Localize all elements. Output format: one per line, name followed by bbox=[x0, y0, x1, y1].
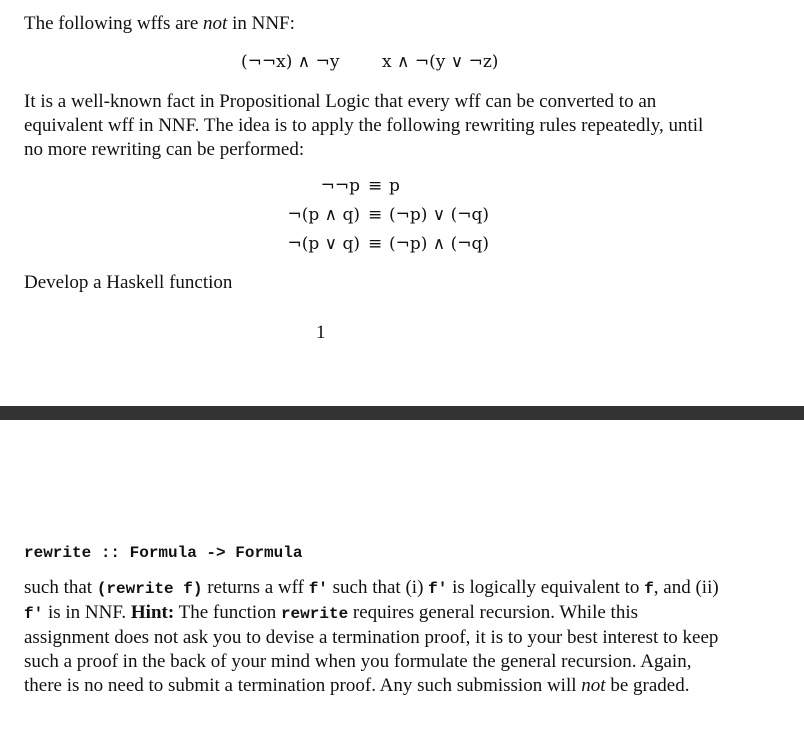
example-formula-2: x ∧ ¬(y ∨ ¬z) bbox=[382, 52, 499, 72]
page-bottom bbox=[0, 420, 804, 734]
final-paragraph: such that (rewrite f) returns a wff f' such that (i) f' is logically equivalent to f, and (ii) f' is in NNF. Hint: The function rewrite requires general recursion. While this assignment does not ask you to devise a termination proof, it is to your best interest to keep such a proof in the back of your mind when you formulate the general recursion. Again, there is no need to submit a termination proof. Any such submission will not be graded. bbox=[24, 577, 719, 696]
intro-text: The following wffs are not in NNF: bbox=[24, 13, 295, 34]
haskell-signature: rewrite :: Formula -> Formula bbox=[24, 544, 303, 562]
page-number: 1 bbox=[316, 322, 326, 343]
page-top: The following wffs are not in NNF: (¬¬x) ∧ ¬y x ∧ ¬(y ∨ ¬z) It is a well-known fact in Propositional Logic that every wff can be converted to an equivalent wff in NNF. The idea is to apply the following rewriting rules repeatedly, until no more rewriting can be performed: ¬¬p ≡ p ¬(p ∧ q) ≡ (¬p) ∨ (¬q) ¬(p ∨ q) ≡ (¬p) ∧ (¬q) Develop a Haskell function 1 bbox=[0, 0, 804, 406]
page-separator bbox=[0, 406, 804, 420]
emphasis-not: not bbox=[203, 13, 228, 34]
paragraph-conversion: It is a well-known fact in Propositional Logic that every wff can be converted to an equivalent wff in NNF. The idea is to apply the following rewriting rules repeatedly, until no more rewriting can be performed: bbox=[24, 91, 704, 160]
hint-label: Hint: bbox=[130, 602, 175, 623]
develop-text: Develop a Haskell function bbox=[24, 272, 233, 293]
example-formula-1: (¬¬x) ∧ ¬y bbox=[241, 52, 340, 72]
